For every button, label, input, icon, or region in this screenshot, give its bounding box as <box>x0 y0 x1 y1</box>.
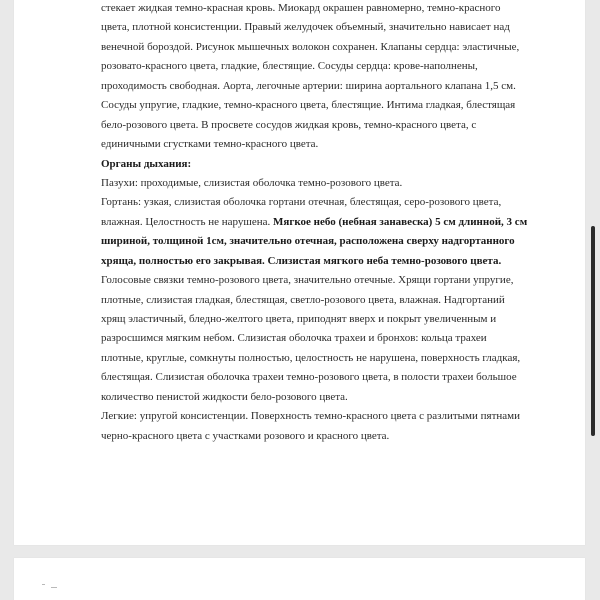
text-line-mixed <box>101 213 571 232</box>
text-line: венечной бороздой. Рисунок мышечных волокон сохранен. Клапаны сердца: эластичные, <box>101 40 520 53</box>
text-line: стекает жидкая темно-красная кровь. Миокард окрашен равномерно, темно-красного <box>101 2 501 14</box>
text-line: количество пенистой жидкости бело-розового цвета. <box>101 390 348 403</box>
text-line: единичными сгустками темно-красного цвета. <box>101 138 319 151</box>
text-line: проходимость свободная. Аорта, легочные артерии: ширина аортального клапана 1,5 см. <box>101 79 516 92</box>
text-line: Легкие: упругой консистенции. Поверхность темно-красного цвета с разлитыми пятнами <box>101 410 521 423</box>
faint-text-marks <box>42 584 62 592</box>
document-page-next <box>14 558 585 600</box>
text-line: Гортань: узкая, слизистая оболочка гортани отечная, блестящая, серо-розового цвета, <box>101 196 502 209</box>
text-line: розовато-красного цвета, гладкие, блестящие. Сосуды сердца: крове-наполнены, <box>101 60 478 73</box>
text-line: цвета, плотной консистенции. Правый желудочек объемный, значительно нависает над <box>101 21 510 34</box>
text-line: хрящ эластичный, бледно-желтого цвета, приподнят вверх и покрыт увеличенным и <box>101 313 497 325</box>
text-line: Пазухи: проходимые, слизистая оболочка темно-розового цвета. <box>101 176 403 189</box>
bold-text-run: Мягкое небо (небная занавеска) 5 см длинной, 3 см <box>273 215 528 228</box>
vertical-scrollbar-thumb[interactable] <box>591 226 595 436</box>
text-line: разросшимся мягким небом. Слизистая оболочка трахеи и бронхов: кольца трахеи <box>101 332 487 345</box>
text-line: Сосуды упругие, гладкие, темно-красного цвета, блестящие. Интима гладкая, блестящая <box>101 99 516 112</box>
text-line: черно-красного цвета с участками розового и красного цвета. <box>101 429 390 442</box>
text-line: блестящая. Слизистая оболочка трахеи темно-розового цвета, в полости трахеи большое <box>101 371 517 384</box>
text-run: влажная. Целостность не нарушена. <box>101 215 274 228</box>
text-line: Голосовые связки темно-розового цвета, значительно отечные. Хрящи гортани упругие, <box>101 274 514 287</box>
section-heading-respiratory: Органы дыхания: <box>101 157 192 170</box>
document-page <box>14 0 585 545</box>
bold-text-line: хряща, полностью его закрывая. Слизистая мягкого неба темно-розового цвета. <box>101 254 502 267</box>
text-line: бело-розового цвета. В просвете сосудов жидкая кровь, темно-красного цвета, с <box>101 118 477 131</box>
bold-text-line: шириной, толщиной 1см, значительно отечная, расположена сверху надгортанного <box>101 235 515 248</box>
text-line: плотные, слизистая гладкая, блестящая, светло-розового цвета, влажная. Надгортаний <box>101 293 505 306</box>
document-body <box>101 0 571 446</box>
text-line: плотные, круглые, сомкнуты полностью, целостность не нарушена, поверхность гладкая, <box>101 351 521 364</box>
